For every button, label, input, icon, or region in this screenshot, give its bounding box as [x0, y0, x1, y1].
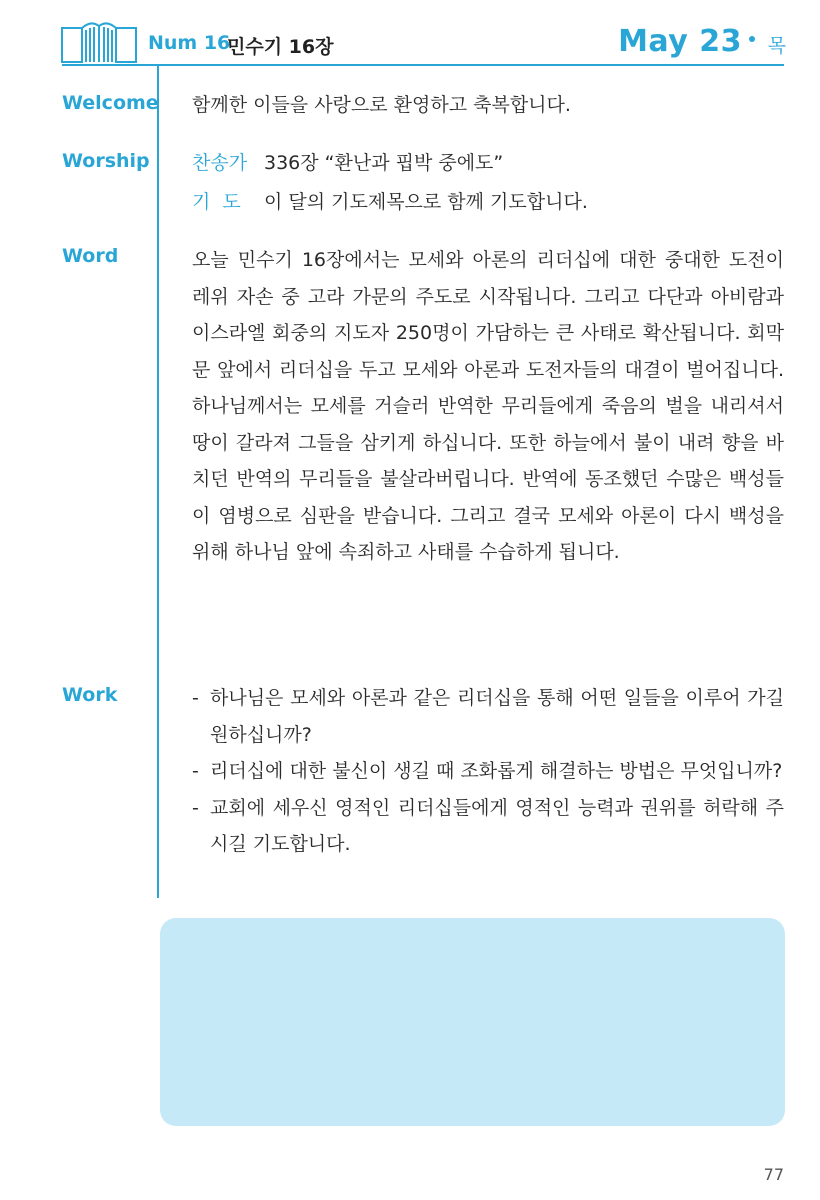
- date: May 23: [618, 24, 742, 59]
- list-item: [192, 790, 784, 863]
- header-divider: [62, 64, 784, 66]
- work-question-1: 하나님은 모세와 아론과 같은 리더십을 통해 어떤 일들을 이루어 가길 원하십니까?: [210, 687, 784, 746]
- word-label: Word: [62, 245, 119, 267]
- hymn-value: 336장 “환난과 핍박 중에도”: [264, 152, 504, 174]
- date-separator-dot: [749, 36, 755, 42]
- open-book-icon: [60, 18, 138, 64]
- work-prayer: 교회에 세우신 영적인 리더십들에게 영적인 능력과 권위를 허락해 주시길 기도합니다.: [210, 796, 784, 855]
- chapter-title: 민수기 16장: [227, 36, 334, 58]
- prayer-row: [192, 185, 784, 219]
- notes-box[interactable]: [160, 918, 785, 1126]
- list-dash: -: [192, 760, 199, 782]
- work-list: [192, 680, 784, 863]
- work-label: Work: [62, 684, 118, 706]
- word-text: 오늘 민수기 16장에서는 모세와 아론의 리더십에 대한 중대한 도전이 레위 자손 중 고라 가문의 주도로 시작됩니다. 그리고 다단과 아비람과 이스라엘 회중의 지도자 250명이 가담하는 큰 사태로 확산됩니다. 회막문 앞에서 리더십을 두고 모세와 아론과 도전자들의 대결이 벌어집니다. 하나님께서는 모세를 거슬러 반역한 무리들에게 죽음의 벌을 내리셔서 땅이 갈라져 그들을 삼키게 하십니다. 또한 하늘에서 불이 내려 향을 바치던 반역의 무리들을 불살라버립니다. 반역에 동조했던 수많은 백성들이 염병으로 심판을 받습니다. 그리고 결국 모세와 아론이 다시 백성을 위해 하나님 앞에 속죄하고 사태를 수습하게 됩니다.: [192, 249, 784, 563]
- list-dash: -: [192, 687, 199, 709]
- weekday: 목: [767, 35, 786, 57]
- hymn-key: 찬송가: [192, 152, 248, 174]
- list-item: [192, 680, 784, 753]
- prayer-key: 기 도: [192, 191, 241, 213]
- hymn-row: [192, 146, 784, 180]
- page-number: 77: [763, 1165, 784, 1184]
- book-abbreviation: Num 16: [148, 32, 231, 54]
- page-header: [0, 0, 820, 70]
- list-dash: -: [192, 796, 199, 819]
- prayer-value: 이 달의 기도제목으로 함께 기도합니다.: [264, 191, 588, 213]
- welcome-label: Welcome: [62, 92, 159, 114]
- list-item: [192, 753, 784, 790]
- work-question-2: 리더십에 대한 불신이 생길 때 조화롭게 해결하는 방법은 무엇입니까?: [210, 760, 783, 782]
- welcome-text: 함께한 이들을 사랑으로 환영하고 축복합니다.: [192, 94, 571, 116]
- section-divider: [157, 66, 159, 898]
- worship-label: Worship: [62, 150, 150, 172]
